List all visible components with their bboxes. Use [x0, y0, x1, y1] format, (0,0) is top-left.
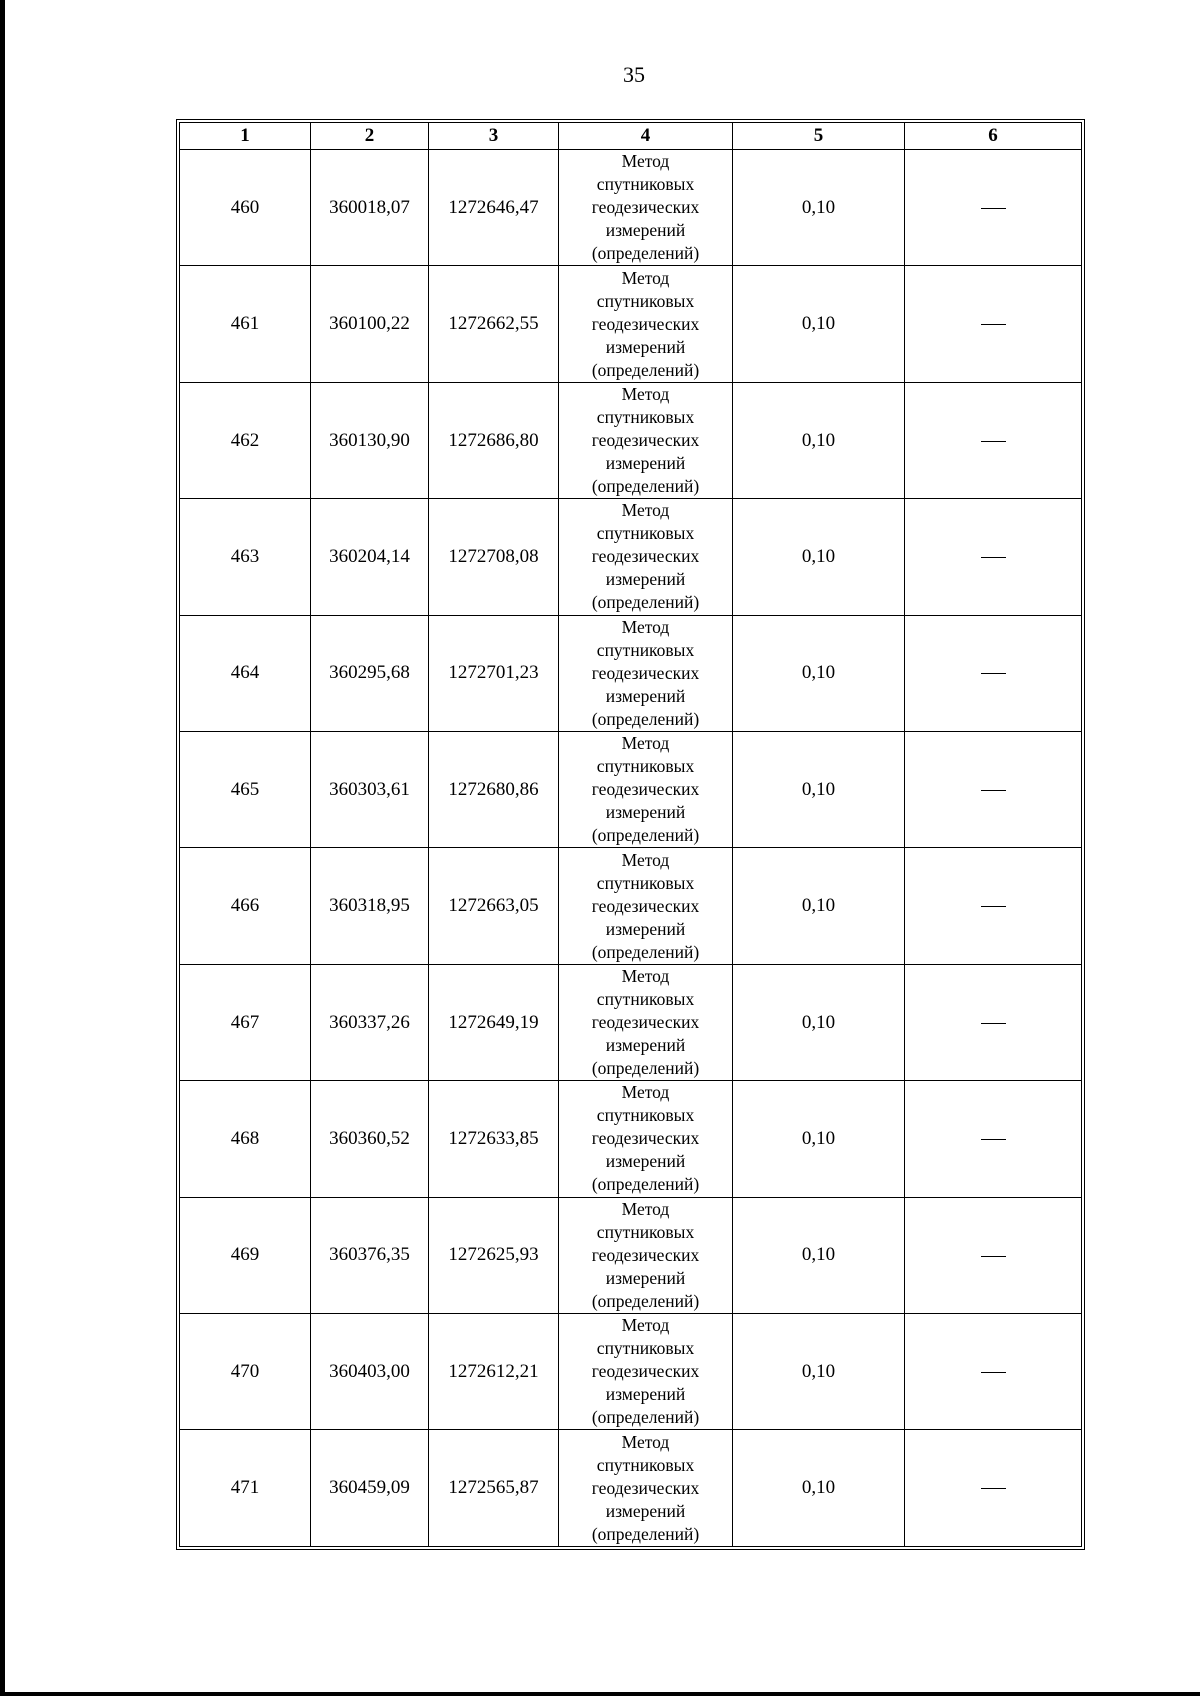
- dash-mark: [981, 1372, 1006, 1373]
- accuracy-cell: 0,10: [733, 1197, 905, 1313]
- method-line: измерений: [605, 685, 686, 706]
- method-line: (определений): [591, 243, 700, 264]
- description-cell: [905, 732, 1082, 848]
- point-number-cell: 460: [180, 150, 311, 266]
- method-line: (определений): [591, 1290, 700, 1311]
- coordinates-table: [179, 122, 1082, 1547]
- x-coordinate-cell: 360376,35: [311, 1197, 429, 1313]
- x-coordinate-cell: 360130,90: [311, 382, 429, 498]
- point-number-cell: 461: [180, 266, 311, 382]
- method-line: геодезических: [591, 1361, 700, 1382]
- method-cell: [559, 1197, 733, 1313]
- table-row: [180, 266, 1082, 382]
- table-row: [180, 732, 1082, 848]
- method-line: спутниковых: [596, 756, 695, 777]
- table-row: [180, 382, 1082, 498]
- method-line: Метод: [621, 733, 670, 754]
- point-number-cell: 469: [180, 1197, 311, 1313]
- table-body: [180, 150, 1082, 1547]
- method-line: геодезических: [591, 1244, 700, 1265]
- method-line: Метод: [621, 1082, 670, 1103]
- method-line: измерений: [605, 1384, 686, 1405]
- method-line: (определений): [591, 1523, 700, 1544]
- method-line: спутниковых: [596, 872, 695, 893]
- table-row: [180, 1197, 1082, 1313]
- method-cell: [559, 1430, 733, 1547]
- accuracy-cell: 0,10: [733, 382, 905, 498]
- dash-mark: [981, 1256, 1006, 1257]
- description-cell: [905, 266, 1082, 382]
- method-line: (определений): [591, 592, 700, 613]
- accuracy-cell: 0,10: [733, 1430, 905, 1547]
- method-line: измерений: [605, 569, 686, 590]
- point-number-cell: 466: [180, 848, 311, 964]
- method-cell: [559, 615, 733, 731]
- description-cell: [905, 499, 1082, 615]
- description-cell: [905, 150, 1082, 266]
- dash-mark: [981, 557, 1006, 558]
- y-coordinate-cell: 1272646,47: [429, 150, 559, 266]
- column-header-1: 1: [180, 123, 311, 150]
- method-line: спутниковых: [596, 1454, 695, 1475]
- dash-mark: [981, 906, 1006, 907]
- description-cell: [905, 1197, 1082, 1313]
- table-row: [180, 615, 1082, 731]
- description-cell: [905, 615, 1082, 731]
- method-line: геодезических: [591, 895, 700, 916]
- column-header-6: 6: [905, 123, 1082, 150]
- dash-mark: [981, 441, 1006, 442]
- method-line: измерений: [605, 336, 686, 357]
- point-number-cell: 468: [180, 1081, 311, 1197]
- table-row: [180, 1314, 1082, 1430]
- accuracy-cell: 0,10: [733, 848, 905, 964]
- method-cell: [559, 964, 733, 1080]
- y-coordinate-cell: 1272680,86: [429, 732, 559, 848]
- y-coordinate-cell: 1272625,93: [429, 1197, 559, 1313]
- method-line: измерений: [605, 1151, 686, 1172]
- method-cell: [559, 1081, 733, 1197]
- method-line: измерений: [605, 220, 686, 241]
- method-line: (определений): [591, 359, 700, 380]
- point-number-cell: 470: [180, 1314, 311, 1430]
- method-line: спутниковых: [596, 523, 695, 544]
- method-line: (определений): [591, 1407, 700, 1428]
- table-row: [180, 848, 1082, 964]
- x-coordinate-cell: 360018,07: [311, 150, 429, 266]
- method-line: измерений: [605, 1500, 686, 1521]
- point-number-cell: 471: [180, 1430, 311, 1547]
- point-number-cell: 467: [180, 964, 311, 1080]
- method-cell: [559, 848, 733, 964]
- method-line: спутниковых: [596, 407, 695, 428]
- method-line: (определений): [591, 1058, 700, 1079]
- method-line: (определений): [591, 476, 700, 497]
- method-line: Метод: [621, 151, 670, 172]
- method-line: Метод: [621, 384, 670, 405]
- description-cell: [905, 1430, 1082, 1547]
- accuracy-cell: 0,10: [733, 615, 905, 731]
- dash-mark: [981, 1139, 1006, 1140]
- table-row: [180, 964, 1082, 1080]
- method-line: измерений: [605, 802, 686, 823]
- point-number-cell: 465: [180, 732, 311, 848]
- x-coordinate-cell: 360100,22: [311, 266, 429, 382]
- method-line: спутниковых: [596, 1338, 695, 1359]
- method-cell: [559, 732, 733, 848]
- method-line: геодезических: [591, 313, 700, 334]
- table-row: [180, 1081, 1082, 1197]
- method-line: Метод: [621, 849, 670, 870]
- table-row: [180, 150, 1082, 266]
- x-coordinate-cell: 360360,52: [311, 1081, 429, 1197]
- y-coordinate-cell: 1272662,55: [429, 266, 559, 382]
- method-cell: [559, 266, 733, 382]
- x-coordinate-cell: 360403,00: [311, 1314, 429, 1430]
- method-line: Метод: [621, 1315, 670, 1336]
- dash-mark: [981, 1023, 1006, 1024]
- method-line: геодезических: [591, 197, 700, 218]
- x-coordinate-cell: 360204,14: [311, 499, 429, 615]
- accuracy-cell: 0,10: [733, 964, 905, 1080]
- page-number: 35: [623, 62, 645, 87]
- method-cell: [559, 1314, 733, 1430]
- method-line: спутниковых: [596, 174, 695, 195]
- method-line: Метод: [621, 267, 670, 288]
- method-line: Метод: [621, 616, 670, 637]
- column-header-3: 3: [429, 123, 559, 150]
- accuracy-cell: 0,10: [733, 150, 905, 266]
- method-line: Метод: [621, 966, 670, 987]
- y-coordinate-cell: 1272612,21: [429, 1314, 559, 1430]
- dash-mark: [981, 1488, 1006, 1489]
- method-line: геодезических: [591, 662, 700, 683]
- method-line: геодезических: [591, 1477, 700, 1498]
- method-line: спутниковых: [596, 639, 695, 660]
- description-cell: [905, 1081, 1082, 1197]
- y-coordinate-cell: 1272686,80: [429, 382, 559, 498]
- accuracy-cell: 0,10: [733, 1314, 905, 1430]
- accuracy-cell: 0,10: [733, 499, 905, 615]
- coordinates-table-frame: [176, 119, 1085, 1550]
- method-line: спутниковых: [596, 290, 695, 311]
- description-cell: [905, 382, 1082, 498]
- y-coordinate-cell: 1272633,85: [429, 1081, 559, 1197]
- y-coordinate-cell: 1272663,05: [429, 848, 559, 964]
- y-coordinate-cell: 1272565,87: [429, 1430, 559, 1547]
- column-header-2: 2: [311, 123, 429, 150]
- x-coordinate-cell: 360295,68: [311, 615, 429, 731]
- method-line: спутниковых: [596, 1105, 695, 1126]
- method-line: спутниковых: [596, 989, 695, 1010]
- column-header-4: 4: [559, 123, 733, 150]
- dash-mark: [981, 324, 1006, 325]
- method-line: Метод: [621, 1198, 670, 1219]
- scan-edge-bottom: [0, 1692, 1200, 1696]
- method-line: спутниковых: [596, 1221, 695, 1242]
- y-coordinate-cell: 1272649,19: [429, 964, 559, 1080]
- description-cell: [905, 1314, 1082, 1430]
- method-line: Метод: [621, 500, 670, 521]
- x-coordinate-cell: 360318,95: [311, 848, 429, 964]
- method-line: измерений: [605, 918, 686, 939]
- method-line: (определений): [591, 941, 700, 962]
- dash-mark: [981, 208, 1006, 209]
- method-cell: [559, 150, 733, 266]
- method-line: (определений): [591, 708, 700, 729]
- description-cell: [905, 964, 1082, 1080]
- y-coordinate-cell: 1272701,23: [429, 615, 559, 731]
- y-coordinate-cell: 1272708,08: [429, 499, 559, 615]
- method-cell: [559, 382, 733, 498]
- accuracy-cell: 0,10: [733, 266, 905, 382]
- method-line: геодезических: [591, 430, 700, 451]
- method-line: (определений): [591, 1174, 700, 1195]
- method-line: измерений: [605, 1267, 686, 1288]
- table-row: [180, 1430, 1082, 1547]
- column-header-5: 5: [733, 123, 905, 150]
- accuracy-cell: 0,10: [733, 1081, 905, 1197]
- method-line: геодезических: [591, 1012, 700, 1033]
- x-coordinate-cell: 360337,26: [311, 964, 429, 1080]
- dash-mark: [981, 673, 1006, 674]
- scan-edge-left: [0, 0, 5, 1696]
- method-line: геодезических: [591, 546, 700, 567]
- method-line: (определений): [591, 825, 700, 846]
- dash-mark: [981, 790, 1006, 791]
- x-coordinate-cell: 360303,61: [311, 732, 429, 848]
- accuracy-cell: 0,10: [733, 732, 905, 848]
- method-cell: [559, 499, 733, 615]
- method-line: измерений: [605, 453, 686, 474]
- description-cell: [905, 848, 1082, 964]
- point-number-cell: 464: [180, 615, 311, 731]
- method-line: геодезических: [591, 1128, 700, 1149]
- method-line: Метод: [621, 1431, 670, 1452]
- method-line: геодезических: [591, 779, 700, 800]
- point-number-cell: 462: [180, 382, 311, 498]
- table-row: [180, 499, 1082, 615]
- x-coordinate-cell: 360459,09: [311, 1430, 429, 1547]
- header-row: [180, 123, 1082, 150]
- point-number-cell: 463: [180, 499, 311, 615]
- method-line: измерений: [605, 1035, 686, 1056]
